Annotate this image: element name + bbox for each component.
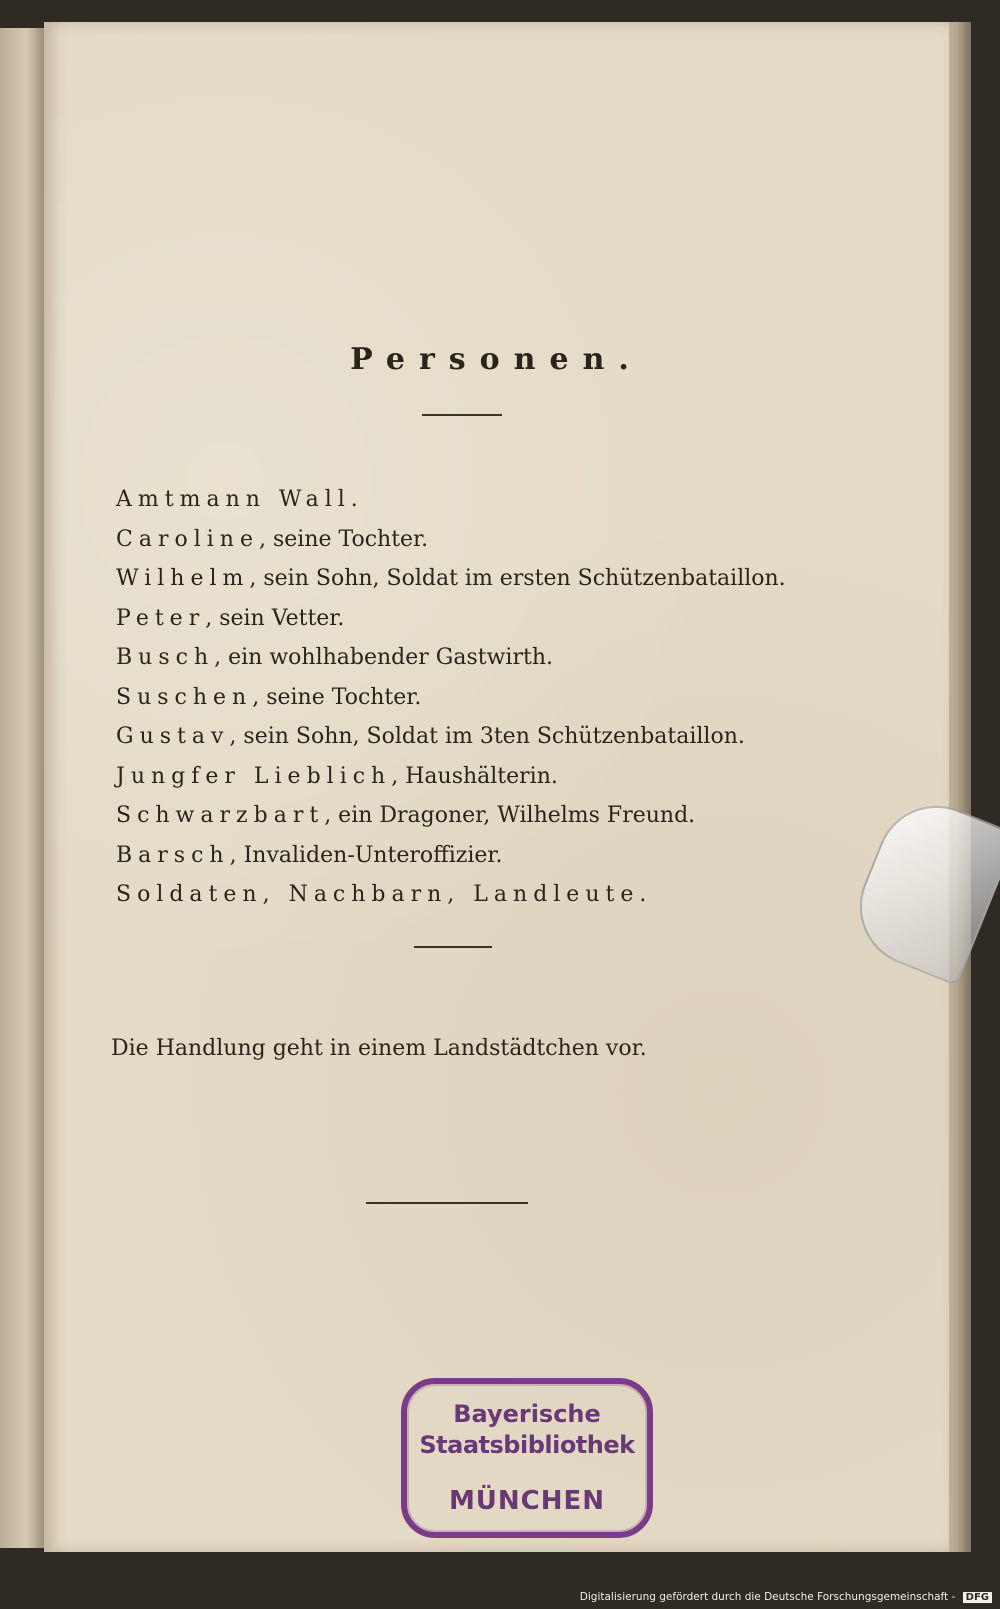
person-description: , ein Dragoner, Wilhelms Freund. bbox=[324, 803, 696, 828]
person-entry bbox=[116, 875, 906, 915]
scene-note: Die Handlung geht in einem Landstädtchen vor. bbox=[111, 1036, 647, 1061]
person-name: Suschen bbox=[116, 684, 253, 710]
person-description: , sein Sohn, Soldat im 3ten Schützenbataillon. bbox=[229, 724, 745, 749]
facing-page-edge bbox=[0, 28, 48, 1548]
person-entry bbox=[116, 559, 906, 599]
dfg-logo: DFG bbox=[963, 1592, 992, 1603]
library-stamp bbox=[401, 1378, 653, 1538]
person-description: , sein Sohn, Soldat im ersten Schützenbataillon. bbox=[249, 566, 786, 591]
person-entry bbox=[116, 520, 906, 560]
person-entry bbox=[116, 796, 906, 836]
person-name: Caroline bbox=[116, 526, 259, 552]
stamp-line-1: Bayerische bbox=[453, 1400, 601, 1428]
person-name: Soldaten, Nachbarn, Landleute. bbox=[116, 882, 653, 907]
person-name: Jungfer Lieblich bbox=[116, 763, 392, 789]
person-name: Peter bbox=[116, 605, 206, 631]
footer-credit: Digitalisierung gefördert durch die Deutsche Forschungsgemeinschaft - bbox=[579, 1591, 956, 1603]
page-title: Personen. bbox=[350, 342, 643, 377]
person-entry bbox=[116, 757, 906, 797]
person-entry bbox=[116, 836, 906, 876]
dramatis-personae-list bbox=[116, 480, 906, 915]
person-name: Wilhelm bbox=[116, 566, 250, 591]
person-description: , seine Tochter. bbox=[258, 526, 429, 552]
person-description: , seine Tochter. bbox=[252, 684, 422, 710]
person-name: Gustav bbox=[116, 724, 230, 749]
person-name: Amtmann Wall. bbox=[116, 487, 364, 512]
person-name: Busch bbox=[116, 645, 215, 670]
person-name: Schwarzbart bbox=[116, 803, 325, 828]
person-entry bbox=[116, 480, 906, 520]
person-description: , Invaliden-Unteroffizier. bbox=[229, 842, 503, 868]
person-description: , sein Vetter. bbox=[205, 605, 345, 631]
person-description: , Haushälterin. bbox=[391, 763, 558, 789]
digitization-footer bbox=[580, 1591, 992, 1603]
list-divider bbox=[414, 946, 492, 948]
bottom-divider bbox=[366, 1202, 528, 1204]
person-entry bbox=[116, 599, 906, 639]
book-page bbox=[44, 22, 949, 1552]
person-entry bbox=[116, 638, 906, 678]
person-entry bbox=[116, 678, 906, 718]
person-description: , ein wohlhabender Gastwirth. bbox=[214, 645, 553, 670]
person-name: Barsch bbox=[116, 842, 230, 868]
title-divider bbox=[422, 414, 502, 416]
stamp-line-3: MÜNCHEN bbox=[448, 1486, 606, 1516]
person-entry bbox=[116, 717, 906, 757]
stamp-line-2: Staatsbibliothek bbox=[419, 1431, 635, 1459]
